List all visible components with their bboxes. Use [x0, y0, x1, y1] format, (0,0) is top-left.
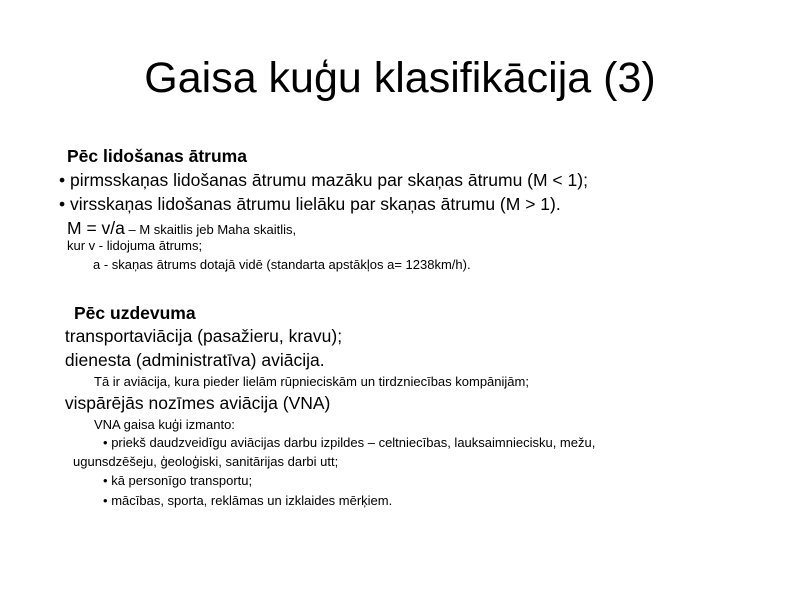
task-item-text: dienesta (administratīva) aviācija. — [64, 350, 325, 370]
speed-heading: Pēc lidošanas ātruma — [67, 146, 247, 166]
task-heading: Pēc uzdevuma — [74, 303, 196, 323]
vna-use-works-continued: ugunsdzēšeju, ģeoloģiski, sanitārijas darbi utt; — [73, 454, 339, 469]
task-item-text: vispārējās nozīmes aviācija (VNA) — [64, 393, 331, 413]
slide-title: Gaisa kuģu klasifikācija (3) — [144, 54, 656, 102]
bullet-icon: • — [59, 170, 66, 190]
vna-use-training — [103, 492, 392, 509]
speed-item-text: pirmsskaņas lidošanas ātrumu mazāku par skaņas ātrumu (M < 1); — [70, 170, 588, 190]
task-item-service — [60, 349, 325, 371]
speed-item-supersonic — [59, 193, 561, 215]
vna-use-works — [103, 434, 595, 451]
task-item-text: transportaviācija (pasažieru, kravu); — [64, 326, 343, 346]
vna-use-text: kā personīgo transportu; — [111, 473, 253, 488]
bullet-icon: • — [59, 194, 66, 214]
speed-item-text: virsskaņas lidošanas ātrumu lielāku par skaņas ātrumu (M > 1). — [70, 194, 561, 214]
vna-use-personal — [103, 472, 252, 489]
bullet-icon: • — [103, 473, 108, 488]
mach-formula-main: M = v/a — [67, 218, 125, 238]
speed-item-subsonic — [59, 169, 588, 191]
mach-formula-description: – M skaitlis jeb Maha skaitlis, — [124, 222, 297, 237]
bullet-icon: • — [103, 435, 108, 450]
task-item-transport — [60, 325, 342, 347]
mach-formula — [67, 217, 296, 239]
mach-where-a: a - skaņas ātrums dotajā vidē (standarta apstākļos a= 1238km/h). — [93, 257, 471, 272]
mach-where-v: kur v - lidojuma ātrums; — [67, 238, 203, 253]
task-item-general — [60, 392, 330, 414]
vna-use-text: mācības, sporta, reklāmas un izklaides mērķiem. — [111, 493, 393, 508]
task-service-note: Tā ir aviācija, kura pieder lielām rūpnieciskām un tirdzniecības kompānijām; — [94, 374, 529, 389]
bullet-icon: • — [103, 493, 108, 508]
vna-use-text: priekš daudzveidīgu aviācijas darbu izpildes – celtniecības, lauksaimniecisku, mežu, — [111, 435, 596, 450]
vna-intro: VNA gaisa kuģi izmanto: — [94, 417, 235, 432]
